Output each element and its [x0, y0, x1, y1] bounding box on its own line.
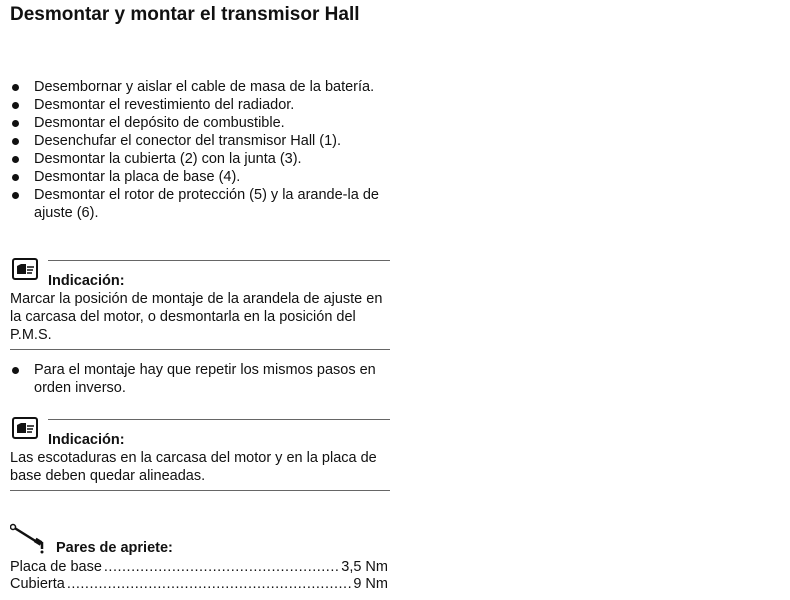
list-item	[10, 150, 390, 168]
bullet-icon	[12, 192, 19, 199]
list-item	[10, 114, 390, 132]
note-icon	[12, 417, 38, 439]
bullet-icon	[12, 120, 19, 127]
torque-value: 9 Nm	[353, 576, 388, 592]
step-text: Desembornar y aislar el cable de masa de la batería.	[34, 79, 375, 95]
torque-label: Cubierta	[10, 576, 65, 592]
steps-list	[10, 361, 390, 397]
list-item	[10, 361, 390, 397]
divider	[10, 490, 390, 491]
bullet-icon	[12, 156, 19, 163]
list-item	[10, 168, 390, 186]
list-item	[10, 132, 390, 150]
step-text: Desmontar el revestimiento del radiador.	[34, 97, 295, 113]
dot-leader	[104, 558, 339, 576]
list-item	[10, 186, 390, 222]
torque-wrench-icon	[10, 522, 48, 554]
torque-row	[10, 558, 388, 576]
divider	[48, 419, 390, 420]
torque-heading: Pares de apriete:	[56, 540, 173, 556]
list-item	[10, 78, 390, 96]
step-text: Para el montaje hay que repetir los mismos pasos en orden inverso.	[34, 362, 376, 396]
note-heading: Indicación:	[48, 432, 125, 448]
step-text: Desmontar el depósito de combustible.	[34, 115, 285, 131]
bullet-icon	[12, 84, 19, 91]
step-text: Desmontar el rotor de protección (5) y la arande-la de ajuste (6).	[34, 187, 379, 221]
divider	[10, 349, 390, 350]
bullet-icon	[12, 102, 19, 109]
page-title: Desmontar y montar el transmisor Hall	[10, 4, 360, 25]
bullet-icon	[12, 174, 19, 181]
note-box	[10, 419, 390, 493]
note-box	[10, 260, 390, 352]
step-text: Desmontar la placa de base (4).	[34, 169, 241, 185]
torque-value: 3,5 Nm	[341, 559, 388, 575]
divider	[48, 260, 390, 261]
note-text: Las escotaduras en la carcasa del motor y en la placa de base deben quedar alineadas.	[10, 450, 377, 484]
step-text: Desmontar la cubierta (2) con la junta (3).	[34, 151, 302, 167]
bullet-icon	[12, 367, 19, 374]
bullet-icon	[12, 138, 19, 145]
list-item	[10, 96, 390, 114]
note-heading: Indicación:	[48, 273, 125, 289]
note-icon	[12, 258, 38, 280]
dot-leader	[67, 575, 352, 593]
torque-row	[10, 575, 388, 593]
note-text: Marcar la posición de montaje de la arandela de ajuste en la carcasa del motor, o desmontarla en la posición del P.M.S.	[10, 291, 383, 343]
torque-label: Placa de base	[10, 559, 102, 575]
steps-list	[10, 78, 390, 222]
step-text: Desenchufar el conector del transmisor Hall (1).	[34, 133, 342, 149]
